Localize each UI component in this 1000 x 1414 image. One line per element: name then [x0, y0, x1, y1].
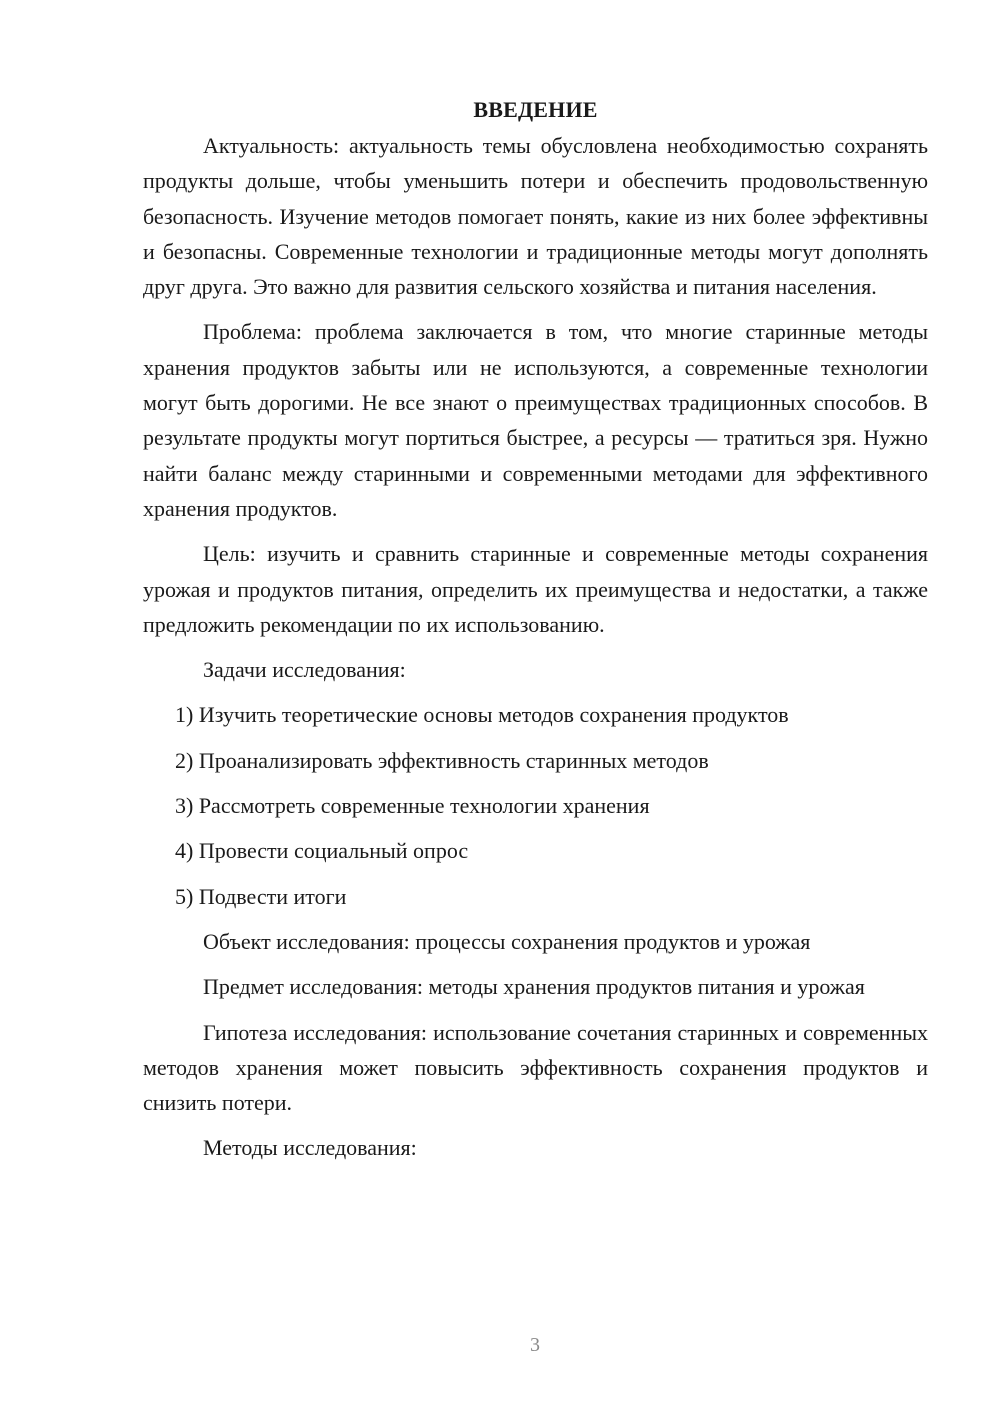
paragraph-methods-title: Методы исследования: [203, 1135, 417, 1161]
list-item: 1) Изучить теоретические основы методов сохранения продуктов [175, 702, 789, 728]
paragraph-tasks-title: Задачи исследования: [203, 657, 406, 683]
paragraph-relevance: Актуальность: актуальность темы обусловлена необходимостью сохранять продукты дольше, чтобы уменьшить потери и обеспечить продовольственную безопасность. Изучение методов помогает понять, какие из них более эффективны и безопасны. Современные технологии и традиционные методы могут дополнять друг друга. Это важно для развития сельского хозяйства и питания населения. [143, 133, 928, 300]
list-item: 2) Проанализировать эффективность старинных методов [175, 747, 709, 773]
paragraph-subject: Предмет исследования: методы хранения продуктов питания и урожая [203, 974, 865, 1000]
page-title: ВВЕДЕНИЕ [473, 97, 598, 122]
list-item: 4) Провести социальный опрос [175, 838, 469, 864]
document-page [143, 92, 928, 1166]
paragraph-problem: Проблема: проблема заключается в том, что многие старинные методы хранения продуктов забыты или не используются, а современные технологии могут быть дорогими. Не все знают о преимуществах традиционных способов. В результате продукты могут портиться быстрее, а ресурсы — тратиться зря. Нужно найти баланс между старинными и современными методами для эффективного хранения продуктов. [143, 319, 928, 521]
task-list [143, 697, 928, 913]
page-number: 3 [530, 1334, 540, 1356]
list-item: 3) Рассмотреть современные технологии хранения [175, 793, 650, 819]
paragraph-goal: Цель: изучить и сравнить старинные и современные методы сохранения урожая и продуктов питания, определить их преимущества и недостатки, а также предложить рекомендации по их использованию. [143, 541, 928, 637]
list-item: 5) Подвести итоги [175, 883, 347, 909]
paragraph-object: Объект исследования: процессы сохранения продуктов и урожая [203, 928, 811, 954]
paragraph-hypothesis: Гипотеза исследования: использование сочетания старинных и современных методов хранения может повысить эффективность сохранения продуктов и снизить потери. [143, 1019, 928, 1116]
